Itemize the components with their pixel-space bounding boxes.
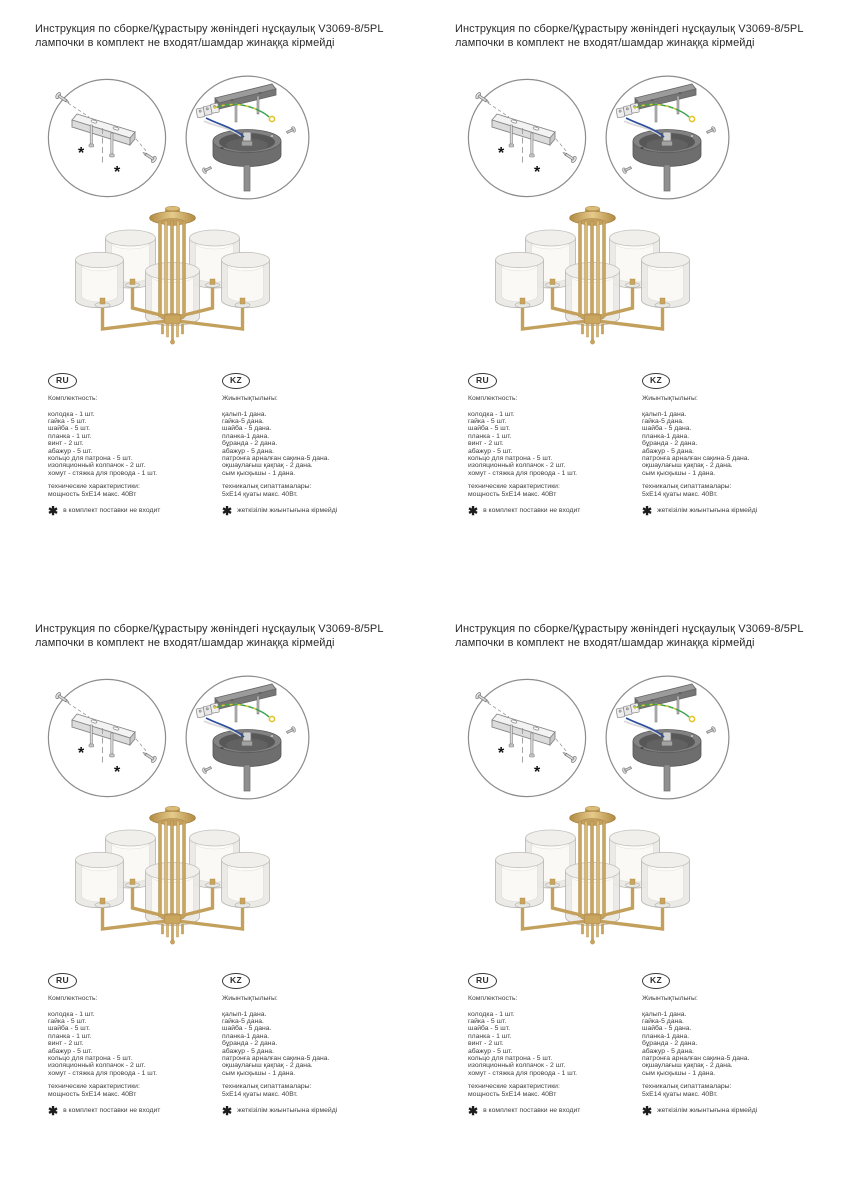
parts-list-item: абажур - 5 дана.: [642, 447, 694, 455]
bolt-icon: [257, 96, 259, 114]
title-line-1: Инструкция по сборке/Құрастыру жөніндегі нұсқаулық V3069-8/5PL: [455, 23, 804, 35]
kz-footnote: [642, 503, 812, 518]
parts-list-item: абажур - 5 шт.: [468, 1047, 513, 1055]
ru-parts-section: [48, 370, 218, 516]
canopy-diagram-svg: [604, 75, 731, 200]
kz-parts-heading: Жиынтықтылығы:: [642, 394, 698, 402]
lamp-shade: [76, 852, 124, 907]
bracket-mounting-diagram: [47, 678, 167, 798]
title-line-2: лампочки в комплект не входят/шамдар жинаққа кірмейді: [35, 636, 335, 649]
ru-parts-heading: Комплектность:: [468, 994, 518, 1002]
lamp-shade: [496, 852, 544, 907]
parts-list-item: сым қысқышы - 1 дана.: [642, 469, 716, 477]
ru-footnote-text: в комплект поставки не входит: [483, 507, 581, 515]
parts-list-item: планка-1 дана.: [642, 1032, 690, 1040]
instruction-panel-bottom-right: [420, 600, 849, 1200]
kz-language-badge: KZ: [222, 373, 250, 389]
lamp-shade: [642, 852, 690, 907]
parts-list-item: планка-1 дана.: [642, 432, 690, 440]
ru-parts-heading: Комплектность:: [48, 994, 98, 1002]
parts-list-item: гайка - 5 шт.: [48, 1017, 87, 1025]
parts-list-item: абажур - 5 дана.: [222, 447, 274, 455]
kz-language-badge: KZ: [642, 973, 670, 989]
parts-list-item: гайка-5 дана.: [222, 1017, 264, 1025]
parts-list-item: изоляционный колпачок - 2 шт.: [48, 462, 146, 470]
parts-list-item: сым қысқышы - 1 дана.: [642, 1069, 716, 1077]
parts-list-item: колодка - 1 шт.: [48, 410, 95, 418]
kz-specs: [642, 483, 812, 498]
parts-list-item: винт - 2 шт.: [468, 440, 504, 448]
bolt-icon: [677, 96, 679, 114]
bolt-icon: [257, 696, 259, 714]
bolt-icon: [235, 103, 237, 122]
parts-list-item: хомут - стяжка для провода - 1 шт.: [48, 469, 157, 477]
asterisk-mark: *: [498, 145, 505, 162]
lamp-shade: [76, 252, 124, 307]
parts-list-item: изоляционный колпачок - 2 шт.: [48, 1062, 146, 1070]
parts-list-item: винт - 2 шт.: [48, 440, 84, 448]
asterisk-icon: ✱: [642, 1103, 653, 1118]
lamp-shade: [496, 252, 544, 307]
parts-list-item: оқшаулағыш қақпақ - 2 дана.: [642, 1062, 733, 1070]
ru-language-badge: RU: [468, 373, 497, 389]
parts-list-item: бұранда - 2 дана.: [642, 440, 698, 448]
ru-specs-value: мощность 5хЕ14 макс. 40Вт: [468, 490, 557, 498]
kz-parts-list: [222, 411, 392, 478]
canopy-wiring-diagram: [604, 675, 731, 800]
kz-footnote-text: жеткізілім жиынтығына кірмейді: [657, 507, 758, 515]
kz-specs-heading: техникалық сипаттамалары:: [222, 1083, 312, 1091]
bracket-diagram-svg: [467, 78, 587, 198]
parts-list-item: шайба - 5 дана.: [222, 425, 272, 433]
canopy-diagram-svg: [604, 675, 731, 800]
asterisk-mark: *: [78, 145, 85, 162]
panel-title: [455, 623, 804, 650]
parts-list-item: шайба - 5 дана.: [642, 425, 692, 433]
ru-parts-list: [468, 411, 638, 478]
asterisk-mark: *: [534, 764, 541, 781]
bolt-icon: [677, 696, 679, 714]
parts-list-item: гайка-5 дана.: [642, 417, 684, 425]
parts-list-item: бұранда - 2 дана.: [642, 1040, 698, 1048]
parts-list-item: изоляционный колпачок - 2 шт.: [468, 1062, 566, 1070]
chandelier-svg: [70, 205, 275, 353]
asterisk-icon: ✱: [468, 1103, 479, 1118]
ru-parts-list: [48, 411, 218, 478]
parts-list-item: гайка-5 дана.: [222, 417, 264, 425]
ru-specs-heading: технические характеристики:: [468, 483, 560, 491]
parts-list-item: хомут - стяжка для провода - 1 шт.: [48, 1069, 157, 1077]
parts-list-item: гайка-5 дана.: [642, 1017, 684, 1025]
parts-list-item: оқшаулағыш қақпақ - 2 дана.: [222, 462, 313, 470]
ru-specs-heading: технические характеристики:: [48, 483, 140, 491]
asterisk-mark: *: [114, 164, 121, 181]
parts-list-item: планка-1 дана.: [222, 432, 270, 440]
ru-footnote-text: в комплект поставки не входит: [63, 1107, 161, 1115]
kz-language-badge: KZ: [642, 373, 670, 389]
parts-list-item: планка-1 дана.: [222, 1032, 270, 1040]
stem-drawing: [664, 765, 670, 791]
bracket-mounting-diagram: [467, 678, 587, 798]
lamp-shade: [642, 252, 690, 307]
title-line-2: лампочки в комплект не входят/шамдар жинаққа кірмейді: [35, 36, 335, 49]
kz-parts-heading: Жиынтықтылығы:: [222, 394, 278, 402]
ru-specs-value: мощность 5хЕ14 макс. 40Вт: [48, 1090, 137, 1098]
chandelier-image: [70, 205, 275, 353]
kz-specs-value: 5хЕ14 қуаты макс. 40Вт.: [222, 1090, 298, 1098]
parts-list-item: абажур - 5 шт.: [48, 1047, 93, 1055]
kz-footnote: [222, 503, 392, 518]
parts-list-item: хомут - стяжка для провода - 1 шт.: [468, 1069, 577, 1077]
parts-list-item: планка - 1 шт.: [468, 432, 512, 440]
asterisk-icon: ✱: [642, 503, 653, 518]
hub-finials-drawing: [581, 315, 603, 344]
canopy-cup-drawing: [213, 730, 281, 767]
title-line-2: лампочки в комплект не входят/шамдар жинаққа кірмейді: [455, 36, 755, 49]
asterisk-icon: ✱: [48, 1103, 59, 1118]
parts-list-item: кольцо для патрона - 5 шт.: [48, 1054, 133, 1062]
canopy-wiring-diagram: [604, 75, 731, 200]
ru-specs: [48, 483, 218, 498]
parts-list-item: бұранда - 2 дана.: [222, 1040, 278, 1048]
parts-list-item: винт - 2 шт.: [48, 1040, 84, 1048]
kz-parts-section: [222, 370, 392, 516]
ru-parts-section: [468, 370, 638, 516]
parts-list-item: хомут - стяжка для провода - 1 шт.: [468, 469, 577, 477]
kz-specs: [642, 1083, 812, 1098]
chandelier-svg: [70, 805, 275, 953]
ru-footnote: [468, 503, 638, 518]
parts-list-item: шайба - 5 шт.: [48, 425, 90, 433]
ru-specs: [468, 483, 638, 498]
kz-footnote-text: жеткізілім жиынтығына кірмейді: [657, 1107, 758, 1115]
ru-specs-heading: технические характеристики:: [48, 1083, 140, 1091]
parts-list-item: гайка - 5 шт.: [468, 417, 507, 425]
title-line-1: Инструкция по сборке/Құрастыру жөніндегі нұсқаулық V3069-8/5PL: [455, 623, 804, 635]
ru-parts-list: [468, 1011, 638, 1078]
parts-list-item: сым қысқышы - 1 дана.: [222, 469, 296, 477]
ru-specs: [468, 1083, 638, 1098]
asterisk-icon: ✱: [468, 503, 479, 518]
ru-footnote-text: в комплект поставки не входит: [483, 1107, 581, 1115]
bracket-diagram-svg: [47, 78, 167, 198]
kz-specs: [222, 483, 392, 498]
ru-footnote-text: в комплект поставки не входит: [63, 507, 161, 515]
parts-list-item: қалып-1 дана.: [642, 1010, 687, 1018]
instruction-panel-bottom-left: [0, 600, 429, 1200]
parts-list-item: патронға арналған сақина-5 дана.: [222, 454, 330, 462]
panel-title: [35, 23, 384, 50]
asterisk-icon: ✱: [222, 503, 233, 518]
bracket-diagram-svg: [467, 678, 587, 798]
ru-parts-section: [468, 970, 638, 1116]
parts-list-item: оқшаулағыш қақпақ - 2 дана.: [642, 462, 733, 470]
ru-language-badge: RU: [48, 973, 77, 989]
parts-list-item: винт - 2 шт.: [468, 1040, 504, 1048]
instruction-panel: [420, 0, 849, 600]
parts-list-item: колодка - 1 шт.: [468, 410, 515, 418]
parts-list-item: қалып-1 дана.: [222, 410, 267, 418]
ru-parts-heading: Комплектность:: [48, 394, 98, 402]
parts-list-item: колодка - 1 шт.: [468, 1010, 515, 1018]
instruction-panel: [420, 600, 849, 1200]
stem-drawing: [664, 165, 670, 191]
kz-footnote: [222, 1103, 392, 1118]
parts-list-item: шайба - 5 дана.: [642, 1025, 692, 1033]
parts-list-item: патронға арналған сақина-5 дана.: [642, 454, 750, 462]
instruction-panel-top-right: [420, 0, 849, 600]
parts-list-item: оқшаулағыш қақпақ - 2 дана.: [222, 1062, 313, 1070]
chandelier-svg: [490, 205, 695, 353]
parts-list-item: шайба - 5 шт.: [468, 1025, 510, 1033]
chandelier-svg: [490, 805, 695, 953]
title-line-2: лампочки в комплект не входят/шамдар жинаққа кірмейді: [455, 636, 755, 649]
instruction-panel-top-left: [0, 0, 429, 600]
kz-specs: [222, 1083, 392, 1098]
ru-specs-value: мощность 5хЕ14 макс. 40Вт: [468, 1090, 557, 1098]
hub-finials-drawing: [581, 915, 603, 944]
stem-drawing: [244, 165, 250, 191]
parts-list-item: шайба - 5 шт.: [468, 425, 510, 433]
parts-list-item: абажур - 5 шт.: [468, 447, 513, 455]
instruction-panel: [0, 600, 429, 1200]
kz-specs-heading: техникалық сипаттамалары:: [222, 483, 312, 491]
hub-finials-drawing: [161, 315, 183, 344]
bolt-icon: [235, 703, 237, 722]
asterisk-icon: ✱: [48, 503, 59, 518]
parts-list-item: гайка - 5 шт.: [468, 1017, 507, 1025]
ru-language-badge: RU: [468, 973, 497, 989]
parts-list-item: кольцо для патрона - 5 шт.: [48, 454, 133, 462]
panel-title: [455, 23, 804, 50]
chandelier-image: [490, 205, 695, 353]
kz-specs-value: 5хЕ14 қуаты макс. 40Вт.: [642, 490, 718, 498]
kz-specs-heading: техникалық сипаттамалары:: [642, 1083, 732, 1091]
kz-specs-heading: техникалық сипаттамалары:: [642, 483, 732, 491]
chandelier-image: [490, 805, 695, 953]
kz-parts-heading: Жиынтықтылығы:: [642, 994, 698, 1002]
kz-parts-section: [642, 370, 812, 516]
kz-parts-list: [642, 411, 812, 478]
parts-list-item: планка - 1 шт.: [468, 1032, 512, 1040]
bolt-icon: [655, 703, 657, 722]
ru-parts-heading: Комплектность:: [468, 394, 518, 402]
instruction-panel: [0, 0, 429, 600]
canopy-diagram-svg: [184, 675, 311, 800]
asterisk-mark: *: [114, 764, 121, 781]
canopy-cup-drawing: [633, 130, 701, 167]
parts-list-item: қалып-1 дана.: [642, 410, 687, 418]
ru-specs-heading: технические характеристики:: [468, 1083, 560, 1091]
asterisk-icon: ✱: [222, 1103, 233, 1118]
canopy-diagram-svg: [184, 75, 311, 200]
bolt-icon: [655, 103, 657, 122]
panel-title: [35, 623, 384, 650]
asterisk-mark: *: [78, 745, 85, 762]
kz-footnote: [642, 1103, 812, 1118]
parts-list-item: шайба - 5 шт.: [48, 1025, 90, 1033]
stem-drawing: [244, 765, 250, 791]
kz-parts-section: [222, 970, 392, 1116]
kz-language-badge: KZ: [222, 973, 250, 989]
canopy-cup-drawing: [213, 130, 281, 167]
lamp-shade: [222, 252, 270, 307]
parts-list-item: кольцо для патрона - 5 шт.: [468, 454, 553, 462]
title-line-1: Инструкция по сборке/Құрастыру жөніндегі нұсқаулық V3069-8/5PL: [35, 623, 384, 635]
ru-specs-value: мощность 5хЕ14 макс. 40Вт: [48, 490, 137, 498]
asterisk-mark: *: [534, 164, 541, 181]
parts-list-item: планка - 1 шт.: [48, 432, 92, 440]
canopy-wiring-diagram: [184, 675, 311, 800]
kz-specs-value: 5хЕ14 қуаты макс. 40Вт.: [222, 490, 298, 498]
ru-footnote: [468, 1103, 638, 1118]
parts-list-item: қалып-1 дана.: [222, 1010, 267, 1018]
kz-parts-list: [222, 1011, 392, 1078]
ru-parts-list: [48, 1011, 218, 1078]
parts-list-item: колодка - 1 шт.: [48, 1010, 95, 1018]
bracket-mounting-diagram: [467, 78, 587, 198]
parts-list-item: кольцо для патрона - 5 шт.: [468, 1054, 553, 1062]
ru-footnote: [48, 503, 218, 518]
asterisk-mark: *: [498, 745, 505, 762]
parts-list-item: патронға арналған сақина-5 дана.: [642, 1054, 750, 1062]
ru-footnote: [48, 1103, 218, 1118]
parts-list-item: абажур - 5 шт.: [48, 447, 93, 455]
parts-list-item: абажур - 5 дана.: [642, 1047, 694, 1055]
parts-list-item: сым қысқышы - 1 дана.: [222, 1069, 296, 1077]
parts-list-item: планка - 1 шт.: [48, 1032, 92, 1040]
hub-finials-drawing: [161, 915, 183, 944]
ru-language-badge: RU: [48, 373, 77, 389]
parts-list-item: бұранда - 2 дана.: [222, 440, 278, 448]
parts-list-item: изоляционный колпачок - 2 шт.: [468, 462, 566, 470]
lamp-shade: [222, 852, 270, 907]
bracket-mounting-diagram: [47, 78, 167, 198]
ru-parts-section: [48, 970, 218, 1116]
parts-list-item: гайка - 5 шт.: [48, 417, 87, 425]
chandelier-image: [70, 805, 275, 953]
kz-footnote-text: жеткізілім жиынтығына кірмейді: [237, 507, 338, 515]
canopy-wiring-diagram: [184, 75, 311, 200]
kz-parts-heading: Жиынтықтылығы:: [222, 994, 278, 1002]
parts-list-item: шайба - 5 дана.: [222, 1025, 272, 1033]
kz-footnote-text: жеткізілім жиынтығына кірмейді: [237, 1107, 338, 1115]
kz-parts-section: [642, 970, 812, 1116]
ru-specs: [48, 1083, 218, 1098]
parts-list-item: патронға арналған сақина-5 дана.: [222, 1054, 330, 1062]
kz-specs-value: 5хЕ14 қуаты макс. 40Вт.: [642, 1090, 718, 1098]
canopy-cup-drawing: [633, 730, 701, 767]
parts-list-item: абажур - 5 дана.: [222, 1047, 274, 1055]
title-line-1: Инструкция по сборке/Құрастыру жөніндегі нұсқаулық V3069-8/5PL: [35, 23, 384, 35]
bracket-diagram-svg: [47, 678, 167, 798]
kz-parts-list: [642, 1011, 812, 1078]
